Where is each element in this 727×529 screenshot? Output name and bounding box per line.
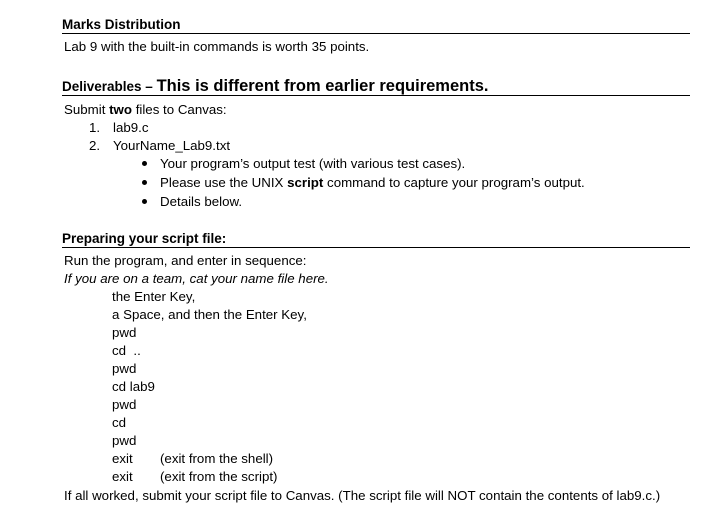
submit-instruction <box>64 101 227 118</box>
marks-distribution-heading <box>62 16 690 34</box>
step-item: cd lab9 <box>112 379 155 394</box>
script-file-heading-text: Preparing your script file: <box>62 231 227 246</box>
bullet-item-details: Details below. <box>160 194 243 209</box>
step-item: cd <box>112 415 127 430</box>
step-item: cd .. <box>112 343 141 358</box>
file-list-item <box>89 119 148 136</box>
step-item: pwd <box>112 325 137 340</box>
marks-text: Lab 9 with the built-in commands is worth 35 points. <box>64 39 370 54</box>
file-list-item <box>89 137 230 154</box>
file-name: YourName_Lab9.txt <box>113 138 231 153</box>
bullet-icon <box>142 161 147 166</box>
bullet-text-suffix: command to capture your program’s output. <box>323 175 585 190</box>
submit-prefix: Submit <box>64 102 110 117</box>
bullet-icon <box>142 199 147 204</box>
exit-script-note: (exit from the script) <box>160 469 278 484</box>
exit-script-command: exit <box>112 469 133 484</box>
team-note: If you are on a team, cat your name file here. <box>64 271 329 286</box>
list-number: 1. <box>89 120 101 135</box>
script-intro: Run the program, and enter in sequence: <box>64 253 307 268</box>
bullet-text-bold: script <box>287 175 324 190</box>
step-item: pwd <box>112 397 137 412</box>
bullet-item-output-test: Your program’s output test (with various test cases). <box>160 156 466 171</box>
marks-heading-text: Marks Distribution <box>62 17 181 32</box>
deliverables-heading <box>62 78 690 96</box>
file-name: lab9.c <box>113 120 149 135</box>
bullet-item-script-command <box>160 174 585 191</box>
deliverables-heading-emphasis: This is different from earlier requirements. <box>156 77 489 95</box>
footer-instruction: If all worked, submit your script file to Canvas. (The script file will NOT contain the contents of lab9.c.) <box>64 488 661 503</box>
step-item: pwd <box>112 361 137 376</box>
step-item: a Space, and then the Enter Key, <box>112 307 307 322</box>
submit-suffix: files to Canvas: <box>132 102 227 117</box>
submit-bold: two <box>109 102 132 117</box>
deliverables-heading-prefix: Deliverables – <box>62 79 157 94</box>
list-number: 2. <box>89 138 101 153</box>
script-file-heading <box>62 230 690 248</box>
exit-shell-note: (exit from the shell) <box>160 451 274 466</box>
step-item: the Enter Key, <box>112 289 196 304</box>
exit-shell-command: exit <box>112 451 133 466</box>
step-item: pwd <box>112 433 137 448</box>
bullet-icon <box>142 180 147 185</box>
bullet-text-prefix: Please use the UNIX <box>160 175 288 190</box>
